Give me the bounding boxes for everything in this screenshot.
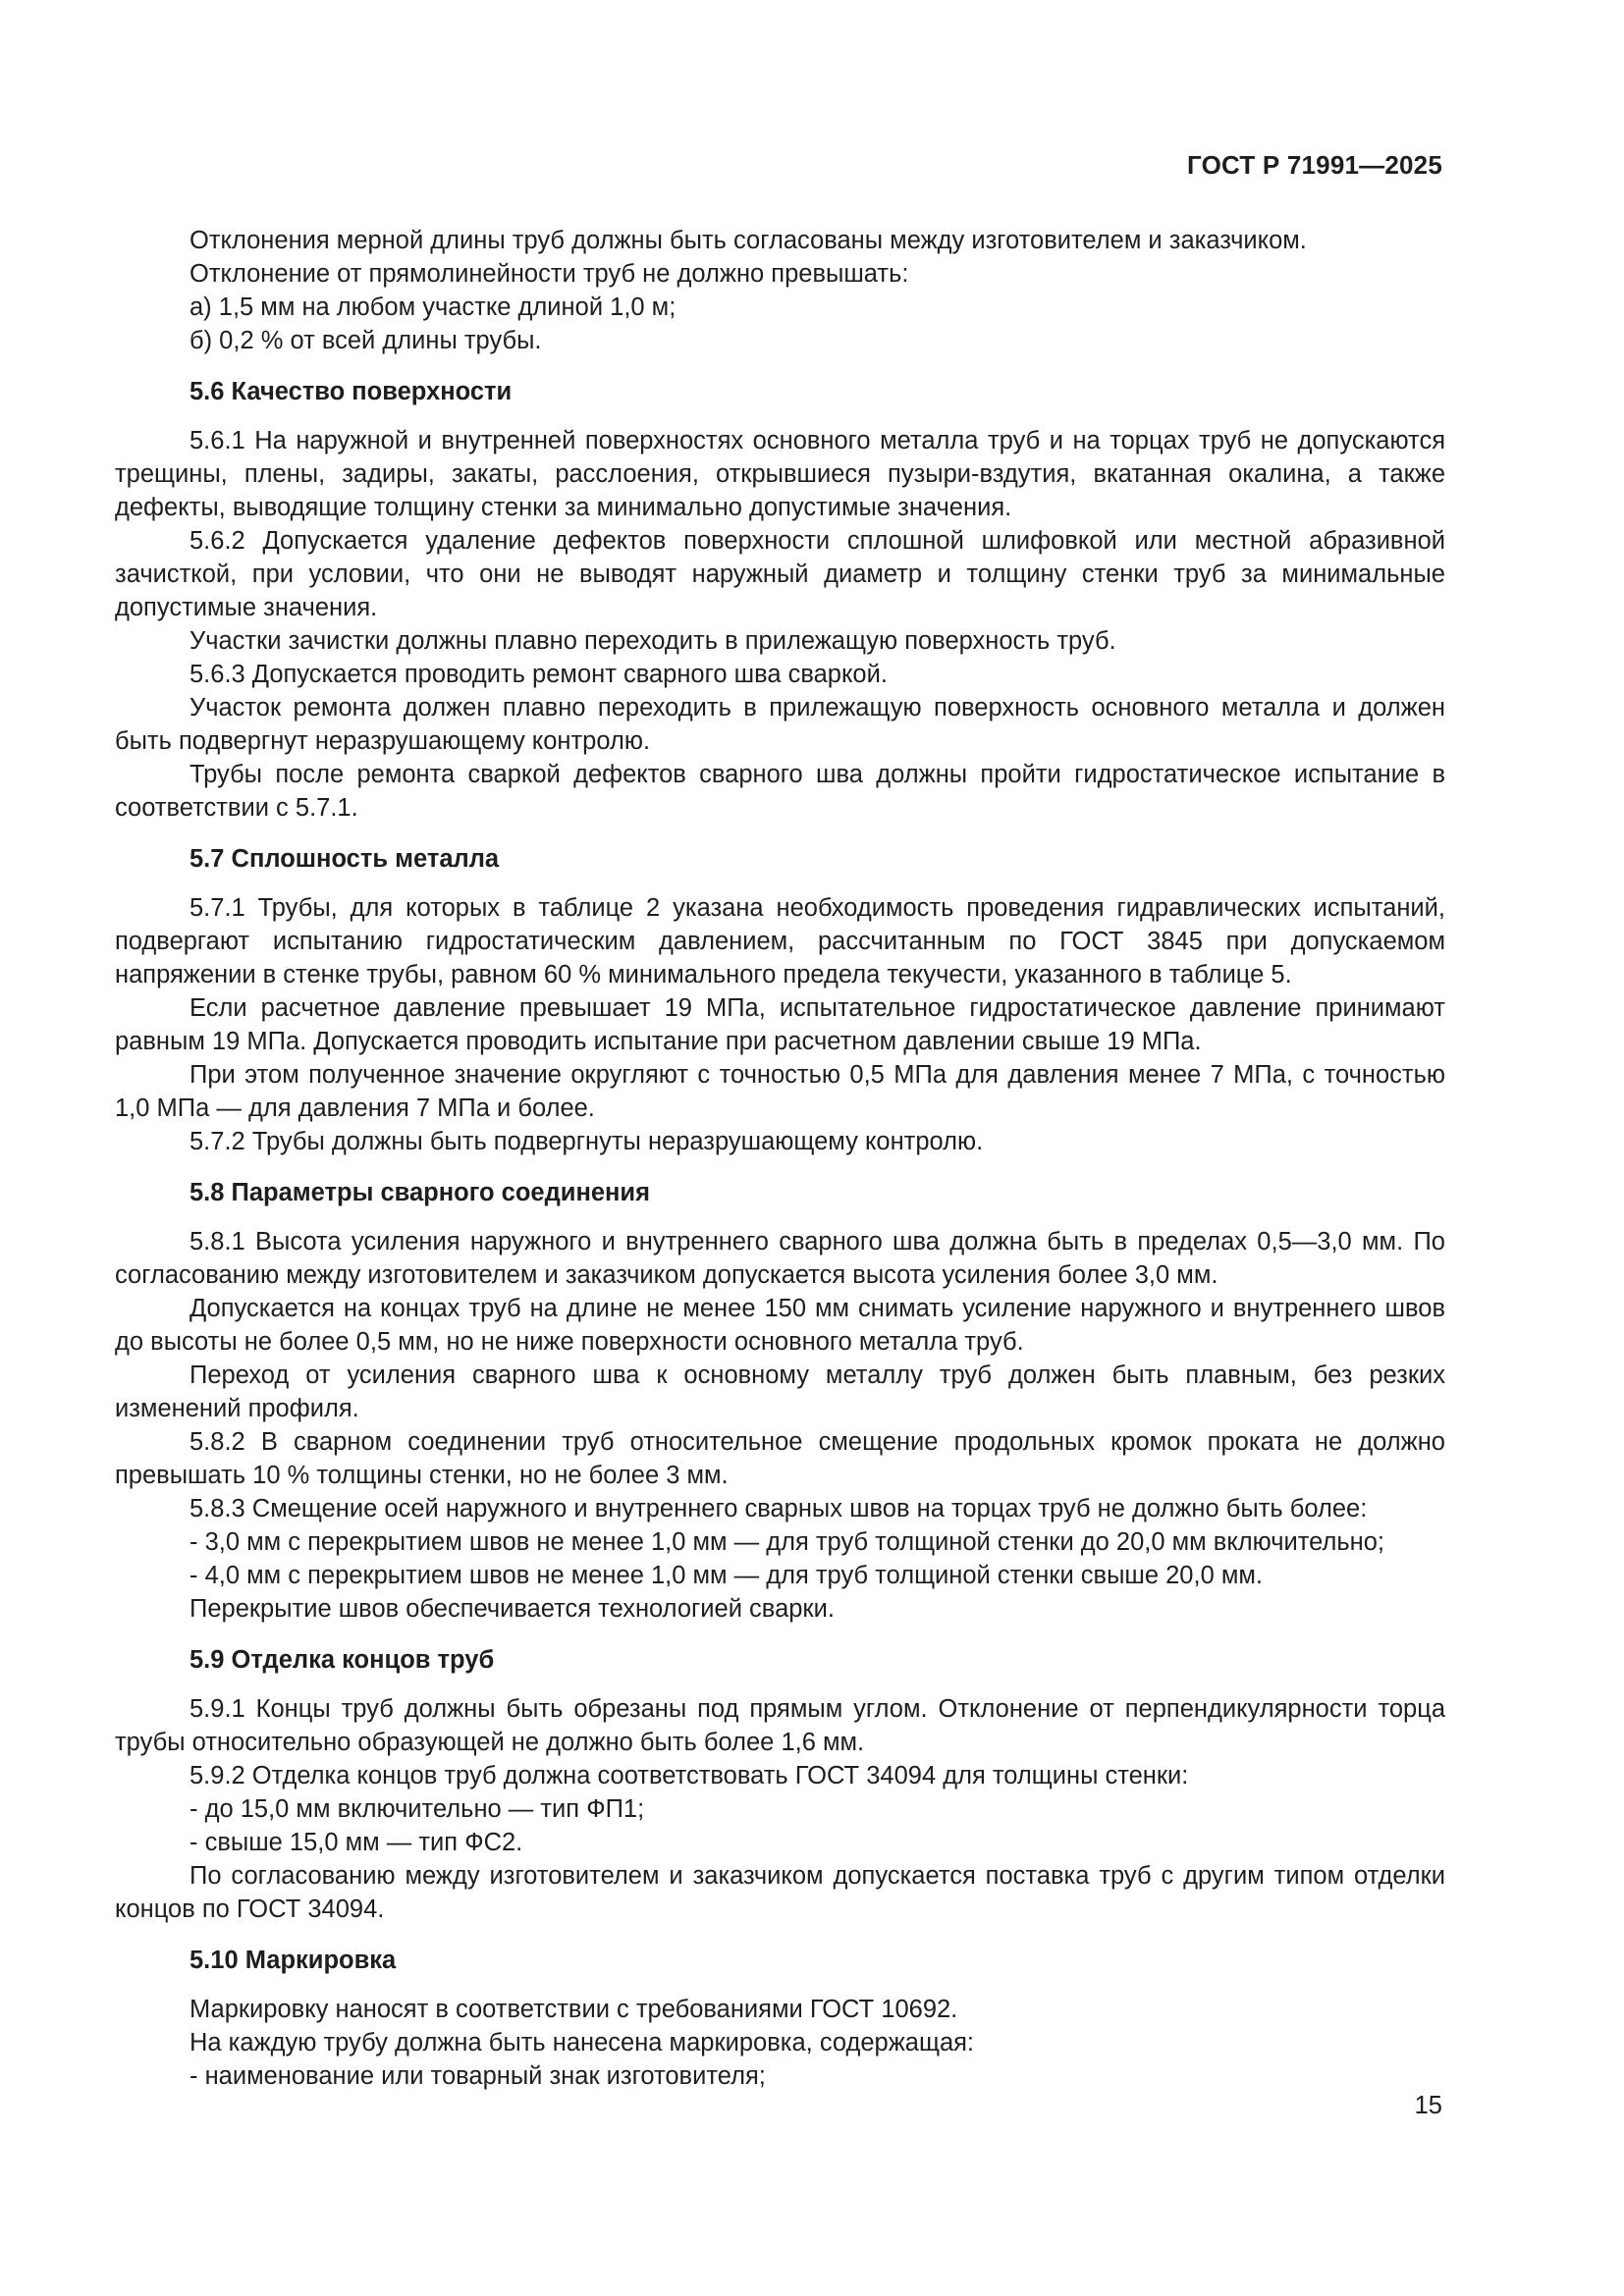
section-heading: 5.10 Маркировка [189, 1947, 397, 1974]
paragraph: 5.8.3 Смещение осей наружного и внутреннего сварных швов на торцах труб не должно быть более: [189, 1495, 1368, 1522]
list-item: - свыше 15,0 мм — тип ФС2. [189, 1829, 523, 1856]
paragraph: Допускается на концах труб на длине не менее 150 мм снимать усиление наружного и внутреннего швов до высоты не более 0,5 мм, но не ниже поверхности основного металла труб. [115, 1295, 1445, 1356]
paragraph: 5.8.2 В сварном соединении труб относительное смещение продольных кромок проката не должно превышать 10 % толщины стенки, но не более 3 мм. [115, 1428, 1445, 1489]
paragraph: Перекрытие швов обеспечивается технологией сварки. [189, 1595, 835, 1623]
section-5-9 [115, 1643, 1445, 1926]
list-item: - наименование или товарный знак изготовителя; [189, 2062, 766, 2090]
paragraph: Маркировку наносят в соответствии с требованиями ГОСТ 10692. [189, 1996, 958, 2023]
list-item: - 4,0 мм с перекрытием швов не менее 1,0 мм — для труб толщиной стенки свыше 20,0 мм. [189, 1562, 1263, 1589]
intro-block [115, 224, 1445, 357]
paragraph: 5.7.2 Трубы должны быть подвергнуты неразрушающему контролю. [189, 1128, 984, 1155]
page-body [115, 224, 1445, 2093]
paragraph: Отклонение от прямолинейности труб не должно превышать: [189, 260, 909, 288]
paragraph: На каждую трубу должна быть нанесена маркировка, содержащая: [189, 2029, 975, 2056]
section-heading: 5.6 Качество поверхности [189, 378, 513, 405]
paragraph: 5.9.2 Отделка концов труб должна соответствовать ГОСТ 34094 для толщины стенки: [189, 1762, 1189, 1789]
paragraph: 5.8.1 Высота усиления наружного и внутреннего сварного шва должна быть в пределах 0,5—3,0 мм. По согласованию между изготовителем и заказчиком допускается высота усиления более 3,0 мм. [115, 1228, 1445, 1289]
paragraph: 5.9.1 Концы труб должны быть обрезаны под прямым углом. Отклонение от перпендикулярности торца трубы относительно образующей не должно быть более 1,6 мм. [115, 1695, 1445, 1756]
paragraph: Если расчетное давление превышает 19 МПа, испытательное гидростатическое давление принимают равным 19 МПа. Допускается проводить испытание при расчетном давлении свыше 19 МПа. [115, 994, 1445, 1055]
paragraph: Участки зачистки должны плавно переходить в прилежащую поверхность труб. [189, 627, 1116, 655]
section-heading: 5.9 Отделка концов труб [189, 1646, 495, 1674]
list-item: б) 0,2 % от всей длины трубы. [189, 327, 542, 354]
section-5-7 [115, 842, 1445, 1158]
paragraph: 5.7.1 Трубы, для которых в таблице 2 указана необходимость проведения гидравлических испытаний, подвергают испытанию гидростатическим давлением, рассчитанным по ГОСТ 3845 при допускаемом напряжении в стенке трубы, равном 60 % минимального предела текучести, указанного в таблице 5. [115, 894, 1445, 988]
document-id-header: ГОСТ Р 71991—2025 [1187, 150, 1442, 180]
section-5-6 [115, 375, 1445, 825]
paragraph: Участок ремонта должен плавно переходить в прилежащую поверхность основного металла и должен быть подвергнут неразрушающему контролю. [115, 694, 1445, 755]
section-heading: 5.8 Параметры сварного соединения [189, 1179, 650, 1206]
paragraph: 5.6.3 Допускается проводить ремонт сварного шва сваркой. [189, 661, 888, 688]
paragraph: 5.6.1 На наружной и внутренней поверхностях основного металла труб и на торцах труб не допускаются трещины, плены, задиры, закаты, расслоения, открывшиеся пузыри-вздутия, вкатанная окалина, а также дефекты, выводящие толщину стенки за минимально допустимые значения. [115, 427, 1445, 521]
paragraph: По согласованию между изготовителем и заказчиком допускается поставка труб с другим типом отделки концов по ГОСТ 34094. [115, 1862, 1445, 1923]
section-heading: 5.7 Сплошность металла [189, 845, 500, 873]
section-5-10 [115, 1944, 1445, 2093]
list-item: - до 15,0 мм включительно — тип ФП1; [189, 1795, 645, 1823]
paragraph: Отклонения мерной длины труб должны быть согласованы между изготовителем и заказчиком. [189, 227, 1307, 254]
paragraph: Трубы после ремонта сваркой дефектов сварного шва должны пройти гидростатическое испытание в соответствии с 5.7.1. [115, 761, 1445, 822]
list-item: - 3,0 мм с перекрытием швов не менее 1,0 мм — для труб толщиной стенки до 20,0 мм включительно; [189, 1528, 1384, 1556]
list-item: а) 1,5 мм на любом участке длиной 1,0 м; [189, 294, 677, 321]
page-number: 15 [1414, 2092, 1442, 2119]
section-5-8 [115, 1176, 1445, 1626]
paragraph: Переход от усиления сварного шва к основному металлу труб должен быть плавным, без резких изменений профиля. [115, 1362, 1445, 1422]
paragraph: 5.6.2 Допускается удаление дефектов поверхности сплошной шлифовкой или местной абразивной зачисткой, при условии, что они не выводят наружный диаметр и толщину стенки труб за минимальные допустимые значения. [115, 527, 1445, 621]
paragraph: При этом полученное значение округляют с точностью 0,5 МПа для давления менее 7 МПа, с точностью 1,0 МПа — для давления 7 МПа и более. [115, 1061, 1445, 1122]
